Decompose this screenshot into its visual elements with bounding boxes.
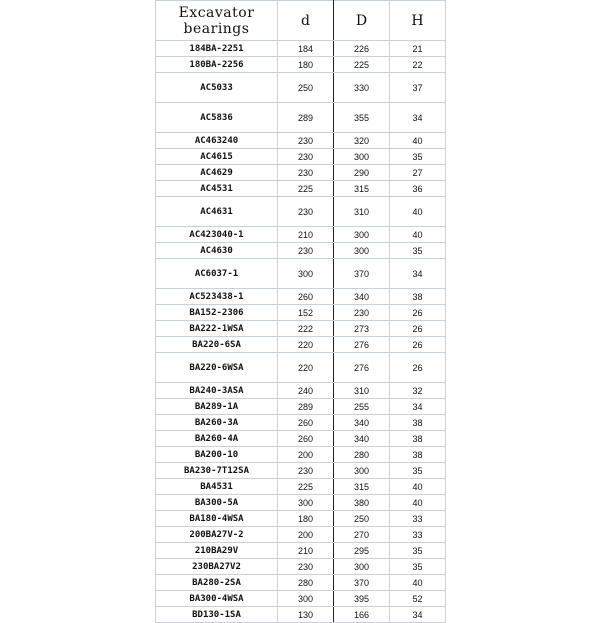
bearing-model-cell: 180BA-2256 — [156, 57, 278, 73]
bearing-model-cell: 230BA27V2 — [156, 559, 278, 575]
bearing-model-cell: BA222-1WSA — [156, 321, 278, 337]
table-row — [156, 305, 446, 321]
outer-diameter-cell: 255 — [334, 399, 390, 415]
inner-diameter-cell: 180 — [278, 57, 334, 73]
header-row — [156, 1, 446, 41]
table-row — [156, 383, 446, 399]
outer-diameter-cell: 310 — [334, 197, 390, 227]
outer-diameter-cell: 330 — [334, 73, 390, 103]
inner-diameter-cell: 222 — [278, 321, 334, 337]
height-cell: 34 — [390, 259, 446, 289]
outer-diameter-cell: 300 — [334, 149, 390, 165]
outer-diameter-cell: 340 — [334, 431, 390, 447]
outer-diameter-cell: 320 — [334, 133, 390, 149]
bearing-model-cell: BA220-6WSA — [156, 353, 278, 383]
bearing-model-cell: BA200-10 — [156, 447, 278, 463]
table-row — [156, 165, 446, 181]
outer-diameter-cell: 280 — [334, 447, 390, 463]
inner-diameter-cell: 225 — [278, 479, 334, 495]
bearing-model-cell: BA152-2306 — [156, 305, 278, 321]
height-cell: 26 — [390, 353, 446, 383]
inner-diameter-cell: 289 — [278, 399, 334, 415]
table-row — [156, 149, 446, 165]
outer-diameter-cell: 300 — [334, 243, 390, 259]
outer-diameter-cell: 270 — [334, 527, 390, 543]
bearing-model-cell: AC4629 — [156, 165, 278, 181]
table-row — [156, 289, 446, 305]
height-cell: 35 — [390, 149, 446, 165]
inner-diameter-cell: 289 — [278, 103, 334, 133]
height-cell: 40 — [390, 197, 446, 227]
height-cell: 52 — [390, 591, 446, 607]
height-cell: 37 — [390, 73, 446, 103]
outer-diameter-cell: 310 — [334, 383, 390, 399]
bearing-model-cell: 200BA27V-2 — [156, 527, 278, 543]
outer-diameter-cell: 355 — [334, 103, 390, 133]
excavator-bearings-table — [155, 0, 446, 623]
height-cell: 27 — [390, 165, 446, 181]
height-cell: 40 — [390, 133, 446, 149]
table-row — [156, 57, 446, 73]
header-d: d — [278, 1, 334, 41]
table-row — [156, 133, 446, 149]
outer-diameter-cell: 340 — [334, 289, 390, 305]
table-row — [156, 73, 446, 103]
bearing-model-cell: AC4630 — [156, 243, 278, 259]
table-body — [156, 41, 446, 623]
outer-diameter-cell: 276 — [334, 337, 390, 353]
height-cell: 26 — [390, 321, 446, 337]
bearing-model-cell: BA220-6SA — [156, 337, 278, 353]
table-row — [156, 527, 446, 543]
inner-diameter-cell: 240 — [278, 383, 334, 399]
bearing-model-cell: BA260-3A — [156, 415, 278, 431]
inner-diameter-cell: 210 — [278, 543, 334, 559]
bearing-model-cell: BD130-1SA — [156, 607, 278, 623]
height-cell: 26 — [390, 305, 446, 321]
height-cell: 38 — [390, 289, 446, 305]
bearing-model-cell: AC4631 — [156, 197, 278, 227]
table-row — [156, 227, 446, 243]
outer-diameter-cell: 315 — [334, 181, 390, 197]
inner-diameter-cell: 220 — [278, 353, 334, 383]
table-row — [156, 41, 446, 57]
inner-diameter-cell: 280 — [278, 575, 334, 591]
outer-diameter-cell: 166 — [334, 607, 390, 623]
bearing-model-cell: BA230-7T12SA — [156, 463, 278, 479]
header-excavator-bearings: Excavator bearings — [156, 1, 278, 41]
bearing-model-cell: AC4615 — [156, 149, 278, 165]
height-cell: 40 — [390, 227, 446, 243]
bearing-model-cell: BA300-4WSA — [156, 591, 278, 607]
outer-diameter-cell: 300 — [334, 463, 390, 479]
inner-diameter-cell: 300 — [278, 259, 334, 289]
height-cell: 40 — [390, 479, 446, 495]
inner-diameter-cell: 250 — [278, 73, 334, 103]
bearing-model-cell: AC463240 — [156, 133, 278, 149]
table-row — [156, 415, 446, 431]
height-cell: 35 — [390, 243, 446, 259]
inner-diameter-cell: 230 — [278, 243, 334, 259]
bearing-model-cell: BA300-5A — [156, 495, 278, 511]
inner-diameter-cell: 180 — [278, 511, 334, 527]
table-row — [156, 479, 446, 495]
outer-diameter-cell: 370 — [334, 575, 390, 591]
table-row — [156, 337, 446, 353]
inner-diameter-cell: 260 — [278, 431, 334, 447]
height-cell: 34 — [390, 399, 446, 415]
bearing-model-cell: AC6037-1 — [156, 259, 278, 289]
bearing-model-cell: BA240-3ASA — [156, 383, 278, 399]
outer-diameter-cell: 370 — [334, 259, 390, 289]
outer-diameter-cell: 250 — [334, 511, 390, 527]
outer-diameter-cell: 273 — [334, 321, 390, 337]
bearing-model-cell: BA4531 — [156, 479, 278, 495]
height-cell: 33 — [390, 527, 446, 543]
table-row — [156, 431, 446, 447]
table-row — [156, 243, 446, 259]
header-H: H — [390, 1, 446, 41]
inner-diameter-cell: 300 — [278, 495, 334, 511]
height-cell: 35 — [390, 543, 446, 559]
table-row — [156, 447, 446, 463]
table-row — [156, 495, 446, 511]
table-row — [156, 353, 446, 383]
height-cell: 40 — [390, 575, 446, 591]
table-row — [156, 607, 446, 623]
table-row — [156, 399, 446, 415]
inner-diameter-cell: 260 — [278, 415, 334, 431]
inner-diameter-cell: 230 — [278, 149, 334, 165]
bearing-model-cell: AC5836 — [156, 103, 278, 133]
outer-diameter-cell: 380 — [334, 495, 390, 511]
outer-diameter-cell: 315 — [334, 479, 390, 495]
inner-diameter-cell: 220 — [278, 337, 334, 353]
height-cell: 40 — [390, 495, 446, 511]
inner-diameter-cell: 200 — [278, 527, 334, 543]
outer-diameter-cell: 290 — [334, 165, 390, 181]
table-row — [156, 463, 446, 479]
inner-diameter-cell: 230 — [278, 463, 334, 479]
inner-diameter-cell: 200 — [278, 447, 334, 463]
inner-diameter-cell: 130 — [278, 607, 334, 623]
bearing-model-cell: AC523438-1 — [156, 289, 278, 305]
height-cell: 34 — [390, 103, 446, 133]
bearing-model-cell: AC423040-1 — [156, 227, 278, 243]
bearing-model-cell: BA180-4WSA — [156, 511, 278, 527]
height-cell: 21 — [390, 41, 446, 57]
inner-diameter-cell: 300 — [278, 591, 334, 607]
height-cell: 35 — [390, 559, 446, 575]
outer-diameter-cell: 226 — [334, 41, 390, 57]
height-cell: 38 — [390, 447, 446, 463]
inner-diameter-cell: 230 — [278, 165, 334, 181]
outer-diameter-cell: 225 — [334, 57, 390, 73]
height-cell: 34 — [390, 607, 446, 623]
bearing-model-cell: 184BA-2251 — [156, 41, 278, 57]
height-cell: 36 — [390, 181, 446, 197]
inner-diameter-cell: 210 — [278, 227, 334, 243]
outer-diameter-cell: 295 — [334, 543, 390, 559]
height-cell: 38 — [390, 431, 446, 447]
table-row — [156, 575, 446, 591]
inner-diameter-cell: 184 — [278, 41, 334, 57]
table-row — [156, 511, 446, 527]
height-cell: 35 — [390, 463, 446, 479]
table-row — [156, 321, 446, 337]
table-row — [156, 103, 446, 133]
bearing-model-cell: BA280-2SA — [156, 575, 278, 591]
table-row — [156, 181, 446, 197]
height-cell: 33 — [390, 511, 446, 527]
header-D: D — [334, 1, 390, 41]
height-cell: 22 — [390, 57, 446, 73]
table-row — [156, 559, 446, 575]
bearing-model-cell: BA289-1A — [156, 399, 278, 415]
outer-diameter-cell: 395 — [334, 591, 390, 607]
height-cell: 38 — [390, 415, 446, 431]
inner-diameter-cell: 225 — [278, 181, 334, 197]
table-row — [156, 197, 446, 227]
outer-diameter-cell: 230 — [334, 305, 390, 321]
outer-diameter-cell: 300 — [334, 227, 390, 243]
bearing-model-cell: 210BA29V — [156, 543, 278, 559]
outer-diameter-cell: 340 — [334, 415, 390, 431]
inner-diameter-cell: 260 — [278, 289, 334, 305]
outer-diameter-cell: 300 — [334, 559, 390, 575]
inner-diameter-cell: 230 — [278, 559, 334, 575]
table-row — [156, 259, 446, 289]
bearing-model-cell: AC4531 — [156, 181, 278, 197]
bearing-model-cell: AC5033 — [156, 73, 278, 103]
bearing-model-cell: BA260-4A — [156, 431, 278, 447]
height-cell: 32 — [390, 383, 446, 399]
table-row — [156, 543, 446, 559]
table-row — [156, 591, 446, 607]
inner-diameter-cell: 230 — [278, 133, 334, 149]
outer-diameter-cell: 276 — [334, 353, 390, 383]
inner-diameter-cell: 230 — [278, 197, 334, 227]
inner-diameter-cell: 152 — [278, 305, 334, 321]
height-cell: 26 — [390, 337, 446, 353]
